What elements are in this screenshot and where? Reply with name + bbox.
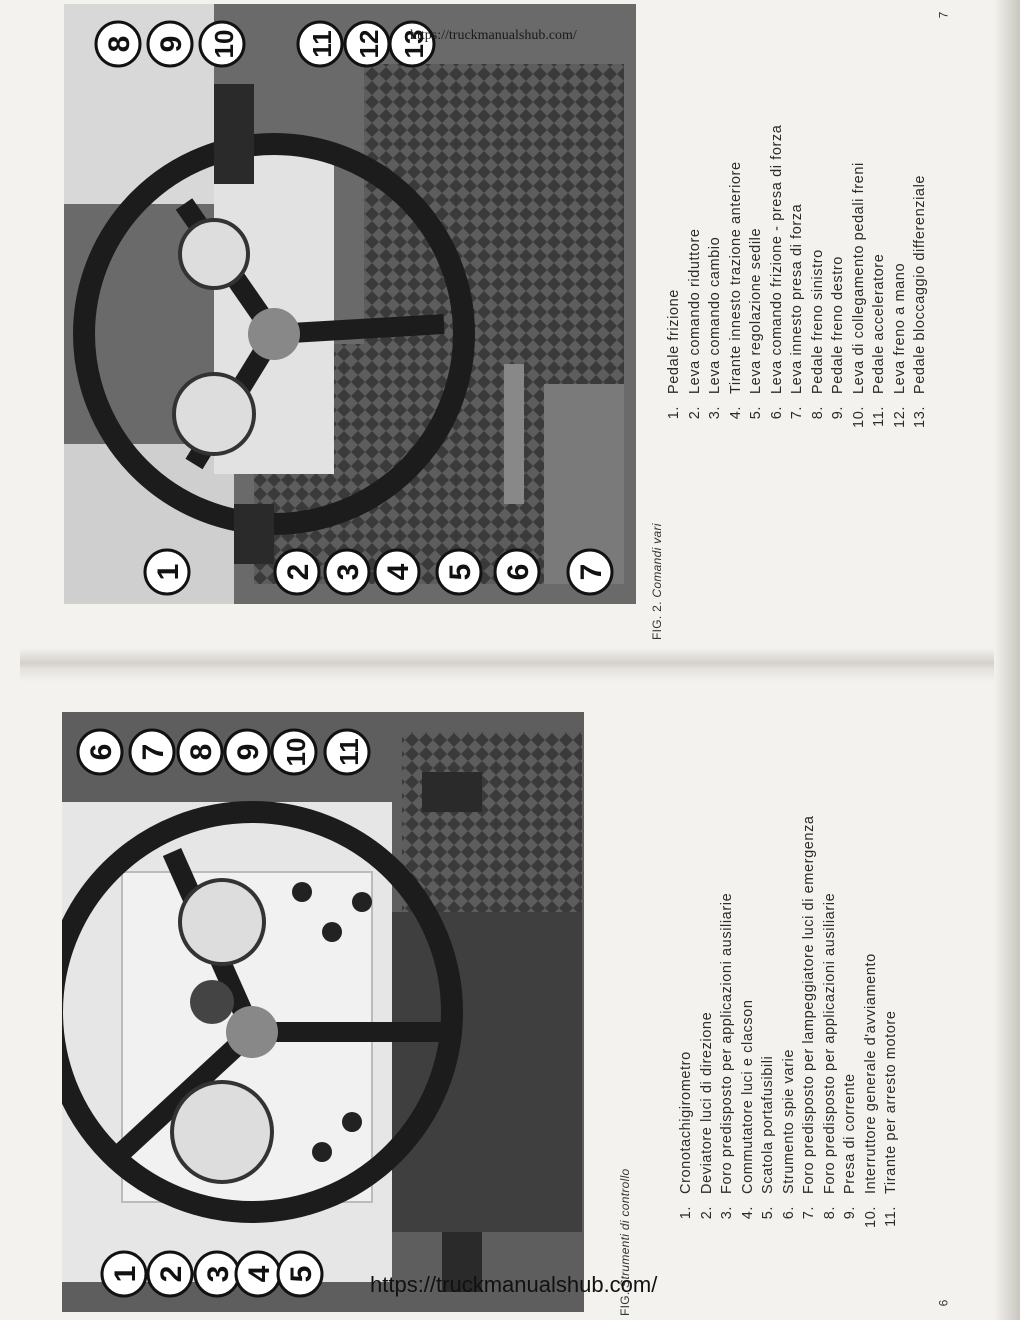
item-text: Leva comando frizione - presa di forza bbox=[768, 124, 785, 394]
fig1-callout-9: 9 bbox=[232, 743, 265, 761]
item-number: 10. bbox=[850, 406, 867, 428]
item-number: 13. bbox=[912, 406, 928, 428]
item-number: 6. bbox=[768, 406, 785, 420]
legend-item bbox=[676, 815, 697, 1232]
fig2-callout-2: 2 bbox=[282, 563, 315, 581]
fig2-callout-1: 1 bbox=[152, 563, 185, 581]
fig2-caption-title: Comandi vari bbox=[650, 523, 664, 598]
fig1-callout-8: 8 bbox=[185, 743, 218, 761]
item-number: 3. bbox=[707, 406, 723, 420]
fig1-callout-11: 11 bbox=[334, 738, 364, 766]
page-edge-shadow bbox=[994, 0, 1020, 1320]
fig1-caption-title: Strumenti di controllo bbox=[618, 1168, 632, 1288]
legend-item bbox=[697, 815, 718, 1232]
legend-item bbox=[738, 815, 759, 1232]
item-text: Foro predisposto per applicazioni ausiliarie bbox=[719, 892, 735, 1194]
legend-item bbox=[840, 815, 861, 1232]
legend-item bbox=[787, 125, 808, 432]
fig1-callout-4: 4 bbox=[243, 1265, 276, 1283]
item-text: Leva comando cambio bbox=[707, 236, 723, 394]
legend-item bbox=[890, 125, 911, 432]
legend-item bbox=[820, 815, 841, 1232]
item-text: Pedale frizione bbox=[666, 289, 682, 394]
legend-item bbox=[881, 815, 902, 1232]
item-text: Leva regolazione sedile bbox=[748, 227, 764, 394]
fig1-legend bbox=[676, 815, 902, 1232]
legend-item bbox=[685, 125, 706, 432]
item-text: Pedale freno destro bbox=[830, 256, 846, 394]
item-number: 2. bbox=[686, 406, 703, 420]
page-fold bbox=[20, 648, 1000, 682]
item-text: Leva di collegamento pedali freni bbox=[850, 162, 867, 394]
legend-item bbox=[808, 125, 829, 432]
fig1-callout-1: 1 bbox=[109, 1265, 142, 1283]
fig1-callout-10: 10 bbox=[281, 737, 311, 767]
legend-item bbox=[869, 125, 890, 432]
item-text: Foro predisposto per applicazioni ausiliarie bbox=[821, 892, 838, 1194]
item-number: 9. bbox=[842, 1206, 858, 1220]
legend-item bbox=[779, 815, 800, 1232]
legend-item bbox=[726, 125, 747, 432]
fig1-callout-5: 5 bbox=[285, 1265, 318, 1283]
item-number: 3. bbox=[719, 1206, 735, 1220]
fig2-callout-8: 8 bbox=[103, 35, 136, 53]
item-number: 6. bbox=[780, 1206, 797, 1220]
item-text: Commutatore luci e clacson bbox=[739, 999, 756, 1194]
legend-item bbox=[799, 815, 820, 1232]
fig1-callout-3: 3 bbox=[202, 1265, 235, 1283]
fig2-callout-13: 13 bbox=[399, 29, 429, 59]
item-number: 7. bbox=[801, 1206, 817, 1220]
item-text: Deviatore luci di direzione bbox=[698, 1011, 715, 1194]
item-text: Leva innesto presa di forza bbox=[789, 203, 805, 394]
legend-item bbox=[758, 815, 779, 1232]
item-text: Leva comando riduttore bbox=[686, 228, 703, 394]
item-text: Presa di corrente bbox=[842, 1073, 858, 1194]
item-number: 7. bbox=[789, 406, 805, 420]
legend-item bbox=[746, 125, 767, 432]
fig2-callout-7: 7 bbox=[575, 563, 608, 581]
item-number: 4. bbox=[739, 1206, 756, 1220]
item-number: 8. bbox=[821, 1206, 838, 1220]
item-number: 8. bbox=[809, 406, 826, 420]
item-text: Leva freno a mano bbox=[891, 262, 908, 394]
item-text: Interruttore generale d'avviamento bbox=[862, 953, 879, 1194]
legend-item bbox=[767, 125, 788, 432]
item-number: 5. bbox=[760, 1206, 776, 1220]
item-number: 11. bbox=[883, 1206, 899, 1227]
item-text: Pedale bloccaggio differenziale bbox=[912, 174, 928, 394]
fig2-callout-12: 12 bbox=[354, 29, 384, 59]
fig1-callout-2: 2 bbox=[155, 1265, 188, 1283]
legend-item bbox=[910, 125, 931, 432]
item-number: 5. bbox=[748, 406, 764, 420]
fig1-photo bbox=[62, 712, 584, 1312]
fig2-callout-5: 5 bbox=[444, 563, 477, 581]
item-number: 10. bbox=[862, 1206, 879, 1228]
item-number: 9. bbox=[830, 406, 846, 420]
fig2-callout-9: 9 bbox=[155, 35, 188, 53]
item-number: 11. bbox=[871, 406, 887, 427]
legend-item bbox=[828, 125, 849, 432]
fig2-callout-10: 10 bbox=[209, 29, 239, 59]
fig2-callout-11: 11 bbox=[307, 30, 337, 58]
item-text: Pedale freno sinistro bbox=[809, 249, 826, 394]
item-number: 2. bbox=[698, 1206, 715, 1220]
item-text: Strumento spie varie bbox=[780, 1049, 797, 1194]
fig2-callout-3: 3 bbox=[332, 563, 365, 581]
legend-item bbox=[849, 125, 870, 432]
legend-item bbox=[861, 815, 882, 1232]
page-number-right: 7 bbox=[936, 11, 951, 19]
item-number: 4. bbox=[727, 406, 744, 420]
item-text: Tirante innesto trazione anteriore bbox=[727, 161, 744, 394]
fig2-caption bbox=[650, 523, 664, 640]
item-number: 1. bbox=[678, 1206, 694, 1220]
fig2-photo bbox=[64, 4, 636, 604]
fig1-callout-6: 6 bbox=[85, 743, 118, 761]
item-text: Foro predisposto per lampeggiatore luci di emergenza bbox=[801, 815, 817, 1194]
item-text: Cronotachigirometro bbox=[678, 1051, 694, 1194]
item-text: Tirante per arresto motore bbox=[883, 1010, 899, 1194]
fig1-caption-prefix: FIG. bbox=[618, 1291, 632, 1316]
page-number-left: 6 bbox=[936, 1299, 951, 1307]
item-text: Pedale acceleratore bbox=[871, 253, 887, 394]
fig2-legend bbox=[664, 125, 931, 432]
fig2-callout-6: 6 bbox=[502, 563, 535, 581]
item-number: 12. bbox=[891, 406, 908, 428]
item-text: Scatola portafusibili bbox=[760, 1055, 776, 1194]
item-number: 1. bbox=[666, 406, 682, 420]
watermark-top[interactable]: https://truckmanualshub.com/ bbox=[410, 28, 577, 43]
watermark-bottom[interactable]: https://truckmanualshub.com/ bbox=[370, 1272, 658, 1297]
legend-item bbox=[664, 125, 685, 432]
legend-item bbox=[717, 815, 738, 1232]
fig2-callout-4: 4 bbox=[382, 563, 415, 581]
fig1-callout-7: 7 bbox=[137, 743, 170, 761]
fig2-caption-prefix: FIG. 2. bbox=[650, 601, 664, 640]
legend-item bbox=[705, 125, 726, 432]
